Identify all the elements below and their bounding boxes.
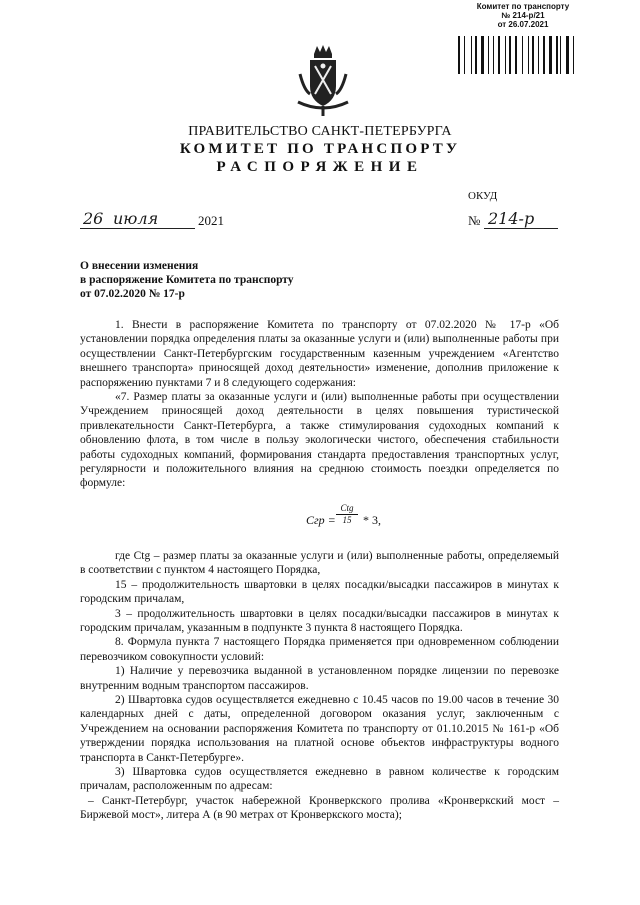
barcode-bar bbox=[496, 36, 497, 74]
formula bbox=[80, 499, 559, 545]
barcode-bar bbox=[462, 36, 463, 74]
government-title: ПРАВИТЕЛЬСТВО САНКТ-ПЕТЕРБУРГА bbox=[188, 124, 452, 139]
date-number-row bbox=[80, 209, 560, 235]
barcode-bar bbox=[524, 36, 527, 74]
barcode-bar bbox=[458, 36, 460, 74]
formula-fraction bbox=[336, 503, 358, 526]
barcode-bar bbox=[553, 36, 554, 74]
stamp-line-3: от 26.07.2021 bbox=[497, 20, 549, 29]
barcode-bar bbox=[493, 36, 494, 74]
document-body bbox=[80, 318, 559, 823]
date-day: 26 bbox=[83, 209, 104, 228]
barcode-bar bbox=[475, 36, 477, 74]
barcode-bar bbox=[464, 36, 465, 74]
committee-title: КОМИТЕТ ПО ТРАНСПОРТУ bbox=[179, 141, 461, 157]
date-underline bbox=[80, 228, 195, 229]
barcode-bar bbox=[485, 36, 486, 74]
paragraph-1: 1. Внести в распоряжение Комитета по транспорту от 07.02.2020 № 17-р «Об установлении порядка определения платы за оказанные услуги и (или) выполненные работы при осуществлении Санкт-Петербургским государственным казенным учреждением «Агентство внешнего транспорта» приносящей доход деятельности» изменение, дополнив приложение к распоряжению пунктами 7 и 8 следующего содержания: bbox=[80, 319, 559, 389]
barcode-bar bbox=[570, 36, 571, 74]
barcode-bar bbox=[466, 36, 469, 74]
barcode-bar bbox=[490, 36, 492, 74]
barcode-bar bbox=[481, 36, 484, 74]
subject-line-1: О внесении изменения bbox=[80, 260, 199, 272]
barcode-bar bbox=[538, 36, 539, 74]
barcode-bar bbox=[540, 36, 542, 74]
barcode-bar bbox=[566, 36, 569, 74]
barcode-bar bbox=[505, 36, 506, 74]
condition-3: 3) Швартовка судов осуществляется ежедневно в равном количестве к городским причалам, расположенным по адресам: bbox=[80, 765, 559, 793]
condition-2: 2) Швартовка судов осуществляется ежедневно с 10.45 часов по 19.00 часов в течение 30 календарных дней с даты, определенной договором оказания услуг, заключенным с Учреждением на основании распоряжения Комитета по транспорту от 01.10.2015 № 161-р «Об утверждении порядка использования на платной основе объектов инфраструктуры водного транспорта в Санкт-Петербурге». bbox=[80, 693, 559, 764]
subject-line-2: в распоряжение Комитета по транспорту bbox=[80, 274, 294, 286]
barcode-bar bbox=[563, 36, 565, 74]
document-subject bbox=[80, 259, 380, 301]
barcode-bar bbox=[513, 36, 514, 74]
barcode-bar bbox=[543, 36, 545, 74]
date-month: июля bbox=[113, 209, 159, 228]
paragraph-7: «7. Размер платы за оказанные услуги и (или) выполненные работы при осуществлении Учреждением приносящей доход деятельности в целях повышения туристической привлекательности Санкт-Петербурга, а также стимулирования судоходных компаний к обновлению флота, в том числе в пользу экологически чистого, обеспечения стабильности работы судоходных компаний, формирования стандарта предоставления транспортных услуг, регулярности и положительного влияния на среднюю стоимость поездки определяется по формуле: bbox=[80, 391, 559, 490]
barcode-bar bbox=[573, 36, 574, 74]
barcode-bar bbox=[488, 36, 489, 74]
barcode-bar bbox=[518, 36, 520, 74]
barcode-bar bbox=[509, 36, 511, 74]
document-type: РАСПОРЯЖЕНИЕ bbox=[216, 159, 424, 175]
barcode-bar bbox=[507, 36, 508, 74]
number-sign: № bbox=[468, 213, 481, 228]
barcode-bar bbox=[501, 36, 504, 74]
document-header bbox=[0, 124, 640, 176]
barcode-bar bbox=[559, 36, 560, 74]
subject-line-3: от 07.02.2020 № 17-р bbox=[80, 288, 185, 300]
barcode-bar bbox=[560, 36, 561, 74]
formula-numerator: Ctg bbox=[336, 503, 358, 515]
registration-stamp bbox=[448, 2, 598, 29]
barcode-icon bbox=[458, 36, 578, 74]
barcode-bar bbox=[532, 36, 534, 74]
barcode-bar bbox=[549, 36, 552, 74]
formula-explanation: где Ctg – размер платы за оказанные услуги и (или) выполненные работы, определяемый в соответствии с пунктом 4 настоящего Порядка, bbox=[80, 549, 559, 577]
barcode-bar bbox=[531, 36, 532, 74]
stamp-line-2: № 214-р/21 bbox=[501, 11, 545, 20]
address-item: – Санкт-Петербург, участок набережной Кронверкского пролива «Кронверкский мост – Биржевой мост», литера А (в 90 метрах от Кронверкского моста); bbox=[80, 794, 559, 822]
number-underline bbox=[484, 228, 558, 229]
okud-label: ОКУД bbox=[468, 190, 498, 202]
date-year: 2021 bbox=[198, 213, 224, 228]
paragraph-8: 8. Формула пункта 7 настоящего Порядка применяется при одновременном соблюдении перевозчиком совокупности условий: bbox=[80, 636, 559, 663]
formula-lhs: Cгр = bbox=[306, 512, 336, 527]
explanation-3: 3 – продолжительность швартовки в целях посадки/высадки пассажиров в минутах к городским причалам, указанным в подпункте 3 пункта 8 настоящего Порядка. bbox=[80, 607, 559, 634]
barcode-bar bbox=[547, 36, 548, 74]
explanation-15: 15 – продолжительность швартовки в целях посадки/высадки пассажиров в минутах к городским причалам, bbox=[80, 578, 559, 606]
stamp-line-1: Комитет по транспорту bbox=[476, 2, 570, 11]
barcode-bar bbox=[575, 36, 577, 74]
barcode-bar bbox=[498, 36, 500, 74]
formula-denominator: 15 bbox=[342, 514, 352, 525]
formula-rhs: * 3, bbox=[363, 512, 381, 527]
barcode-bar bbox=[471, 36, 472, 74]
barcode-bar bbox=[535, 36, 536, 74]
barcode-bar bbox=[479, 36, 480, 74]
barcode-bar bbox=[528, 36, 529, 74]
barcode-bar bbox=[556, 36, 558, 74]
barcode-bar bbox=[473, 36, 475, 74]
document-number: 214-р bbox=[488, 209, 535, 228]
coat-of-arms-icon bbox=[294, 44, 352, 120]
barcode-bar bbox=[515, 36, 517, 74]
condition-1: 1) Наличие у перевозчика выданной в установленном порядке лицензии по перевозке внутренним водным транспортом пассажиров. bbox=[80, 665, 559, 692]
barcode-bar bbox=[522, 36, 523, 74]
